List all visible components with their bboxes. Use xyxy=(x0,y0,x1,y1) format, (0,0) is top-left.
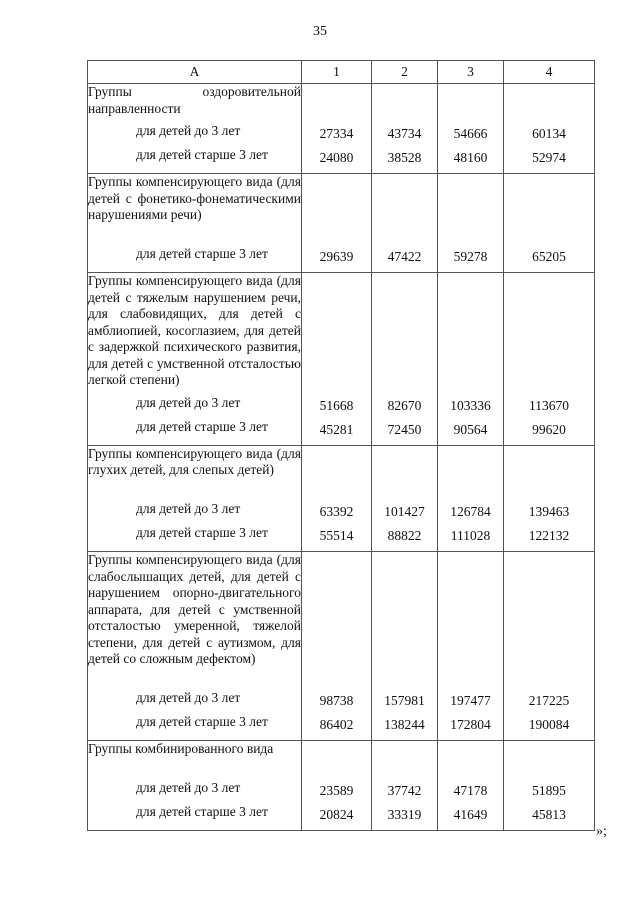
column-header: 2 xyxy=(372,61,438,84)
group-cell xyxy=(88,552,302,741)
cost-value: 47178 xyxy=(453,783,488,798)
cost-value: 47422 xyxy=(387,249,422,264)
cost-value: 139463 xyxy=(528,504,570,519)
table-body xyxy=(88,84,595,831)
group-title: Группы оздоровительной направленности xyxy=(88,84,301,116)
group-row xyxy=(88,174,595,273)
value-cell xyxy=(504,84,595,174)
cost-value: 82670 xyxy=(387,397,422,413)
value-cell xyxy=(438,552,504,741)
value-cell xyxy=(372,273,438,446)
group-cell xyxy=(88,445,302,552)
cost-value: 59278 xyxy=(453,249,488,264)
table-header-row xyxy=(88,61,595,84)
value-cell xyxy=(372,552,438,741)
cost-value: 101427 xyxy=(384,504,425,519)
value-cell xyxy=(438,445,504,552)
age-group-label: для детей до 3 лет xyxy=(136,690,241,705)
value-cell xyxy=(372,84,438,174)
value-cell xyxy=(438,273,504,446)
group-title: Группы комбинированного вида xyxy=(88,741,274,756)
cost-value: 138244 xyxy=(384,717,425,732)
value-cell xyxy=(438,84,504,174)
column-header: 4 xyxy=(504,61,595,84)
cost-value: 98738 xyxy=(319,693,354,708)
cost-value: 45813 xyxy=(532,807,566,822)
value-cell xyxy=(372,741,438,831)
age-group-label: для детей старше 3 лет xyxy=(136,246,268,261)
value-cell xyxy=(302,273,372,446)
cost-value: 55514 xyxy=(319,528,354,543)
group-row xyxy=(88,273,595,446)
group-row xyxy=(88,741,595,831)
value-cell xyxy=(302,84,372,174)
age-group-label: для детей старше 3 лет xyxy=(136,418,268,434)
cost-value: 52974 xyxy=(532,150,566,165)
age-group-label: для детей старше 3 лет xyxy=(136,147,268,162)
group-row xyxy=(88,445,595,552)
cost-value: 65205 xyxy=(532,249,566,264)
cost-value: 33319 xyxy=(387,807,422,822)
cost-value: 99620 xyxy=(532,421,566,437)
age-group-label: для детей старше 3 лет xyxy=(136,525,268,540)
group-row xyxy=(88,84,595,174)
cost-value: 24080 xyxy=(319,150,354,165)
cost-value: 27334 xyxy=(319,126,354,141)
cost-value: 126784 xyxy=(450,504,491,519)
age-group-label: для детей до 3 лет xyxy=(136,780,241,795)
value-cell xyxy=(372,174,438,273)
value-cell xyxy=(438,174,504,273)
column-header: 1 xyxy=(302,61,372,84)
cost-value: 90564 xyxy=(453,421,488,437)
age-group-label: для детей до 3 лет xyxy=(136,501,241,516)
value-cell xyxy=(302,174,372,273)
cost-value: 41649 xyxy=(453,807,488,822)
column-header: 3 xyxy=(438,61,504,84)
group-title: Группы компенсирующего вида (для детей с тяжелым нарушением речи, для слабовидящих, для детей с амблиопией, косоглазием, для детей с задержкой психического развития, для детей с умственной отсталостью легкой степени) xyxy=(88,273,301,387)
cost-value: 38528 xyxy=(387,150,422,165)
group-cell xyxy=(88,741,302,831)
cost-value: 37742 xyxy=(387,783,422,798)
cost-value: 111028 xyxy=(450,528,491,543)
value-cell xyxy=(302,445,372,552)
cost-value: 172804 xyxy=(450,717,491,732)
cost-value: 43734 xyxy=(387,126,422,141)
cost-value: 86402 xyxy=(319,717,354,732)
cost-value: 190084 xyxy=(528,717,570,732)
cost-value: 88822 xyxy=(387,528,422,543)
cost-value: 20824 xyxy=(319,807,354,822)
group-title: Группы компенсирующего вида (для детей с фонетико-фонематическими нарушениями речи) xyxy=(88,174,301,222)
cost-value: 45281 xyxy=(319,421,354,437)
age-group-label: для детей старше 3 лет xyxy=(136,804,268,819)
value-cell xyxy=(438,741,504,831)
cost-value: 51668 xyxy=(319,397,354,413)
cost-value: 72450 xyxy=(387,421,422,437)
value-cell xyxy=(504,445,595,552)
cost-value: 63392 xyxy=(319,504,354,519)
cost-value: 23589 xyxy=(319,783,354,798)
page-number: 35 xyxy=(313,24,327,39)
cost-value: 157981 xyxy=(384,693,425,708)
column-header: А xyxy=(88,61,302,84)
cost-value: 103336 xyxy=(450,397,491,413)
group-title: Группы компенсирующего вида (для слабослышащих детей, для детей с нарушением опорно-двигательного аппарата, для детей с умственной отсталостью умеренной, тяжелой степени, для детей с аутизмом, для детей со сложным дефектом) xyxy=(88,552,301,666)
group-cell xyxy=(88,273,302,446)
cost-value: 197477 xyxy=(450,693,491,708)
group-cell xyxy=(88,174,302,273)
cost-value: 54666 xyxy=(453,126,488,141)
value-cell xyxy=(504,741,595,831)
age-group-label: для детей до 3 лет xyxy=(136,123,241,138)
value-cell xyxy=(302,552,372,741)
age-group-label: для детей до 3 лет xyxy=(136,394,241,410)
value-cell xyxy=(372,445,438,552)
cost-value: 113670 xyxy=(529,397,569,413)
group-cell xyxy=(88,84,302,174)
cost-value: 51895 xyxy=(532,783,566,798)
value-cell xyxy=(302,741,372,831)
closing-quote-mark: »; xyxy=(596,824,607,839)
value-cell xyxy=(504,552,595,741)
cost-value: 60134 xyxy=(532,126,566,141)
tariff-table xyxy=(87,60,595,831)
value-cell xyxy=(504,273,595,446)
value-cell xyxy=(504,174,595,273)
cost-value: 217225 xyxy=(528,693,570,708)
group-row xyxy=(88,552,595,741)
age-group-label: для детей старше 3 лет xyxy=(136,714,268,729)
group-title: Группы компенсирующего вида (для глухих детей, для слепых детей) xyxy=(88,445,301,477)
cost-value: 122132 xyxy=(528,528,570,543)
cost-value: 48160 xyxy=(453,150,488,165)
cost-value: 29639 xyxy=(319,249,354,264)
